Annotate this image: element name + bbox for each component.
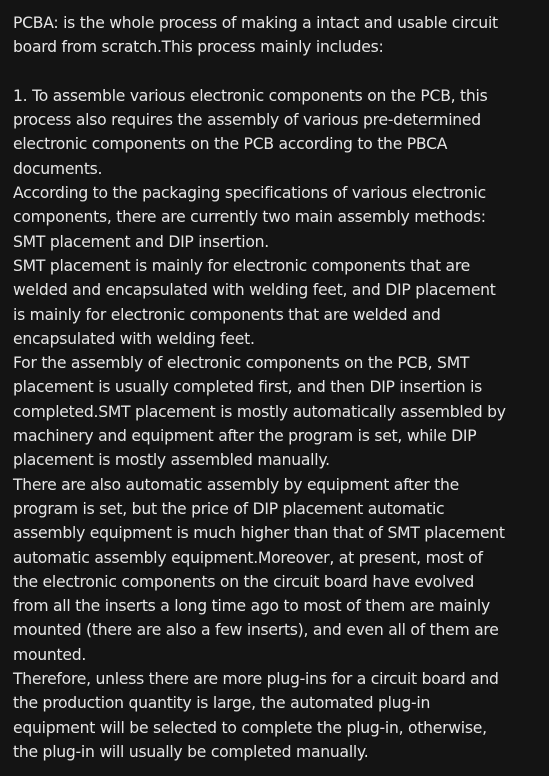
body-line: the electronic components on the circuit board have evolved (13, 572, 475, 591)
body-line: program is set, but the price of DIP placement automatic (13, 499, 445, 518)
body-line: is mainly for electronic components that are welded and (13, 305, 441, 324)
blank-line (13, 60, 539, 84)
intro-line: board from scratch.This process mainly includes: (13, 38, 384, 57)
body-line: placement is usually completed first, and then DIP insertion is (13, 378, 483, 397)
body-line: According to the packaging specifications of various electronic (13, 184, 486, 203)
body-line: assembly equipment is much higher than that of SMT placement (13, 524, 505, 543)
body-line: placement is mostly assembled manually. (13, 451, 330, 470)
body-line: electronic components on the PCB according to the PBCA (13, 135, 448, 154)
body-line: the production quantity is large, the automated plug-in (13, 694, 431, 713)
body-line: completed.SMT placement is mostly automatically assembled by (13, 402, 506, 421)
body-line: equipment will be selected to complete the plug-in, otherwise, (13, 718, 487, 737)
body-line: documents. (13, 159, 103, 178)
body-line: components, there are currently two main assembly methods: (13, 208, 486, 227)
body-line: welded and encapsulated with welding feet, and DIP placement (13, 281, 496, 300)
body-line: SMT placement is mainly for electronic components that are (13, 256, 471, 275)
body-line: automatic assembly equipment.Moreover, at present, most of (13, 548, 483, 567)
body-line: machinery and equipment after the program is set, while DIP (13, 427, 477, 446)
body-line: encapsulated with welding feet. (13, 329, 255, 348)
body-line: process also requires the assembly of various pre-determined (13, 111, 481, 130)
body-line: the plug-in will usually be completed manually. (13, 742, 369, 761)
body-line: Therefore, unless there are more plug-ins for a circuit board and (13, 670, 499, 689)
body-line: For the assembly of electronic components on the PCB, SMT (13, 354, 470, 373)
body-line: mounted. (13, 645, 87, 664)
body-line: mounted (there are also a few inserts), and even all of them are (13, 621, 499, 640)
body-line: SMT placement and DIP insertion. (13, 232, 269, 251)
body-line: There are also automatic assembly by equipment after the (13, 475, 459, 494)
body-line: from all the inserts a long time ago to most of them are mainly (13, 597, 490, 616)
intro-line: PCBA: is the whole process of making a intact and usable circuit (13, 14, 498, 32)
body-line: 1. To assemble various electronic components on the PCB, this (13, 86, 488, 105)
